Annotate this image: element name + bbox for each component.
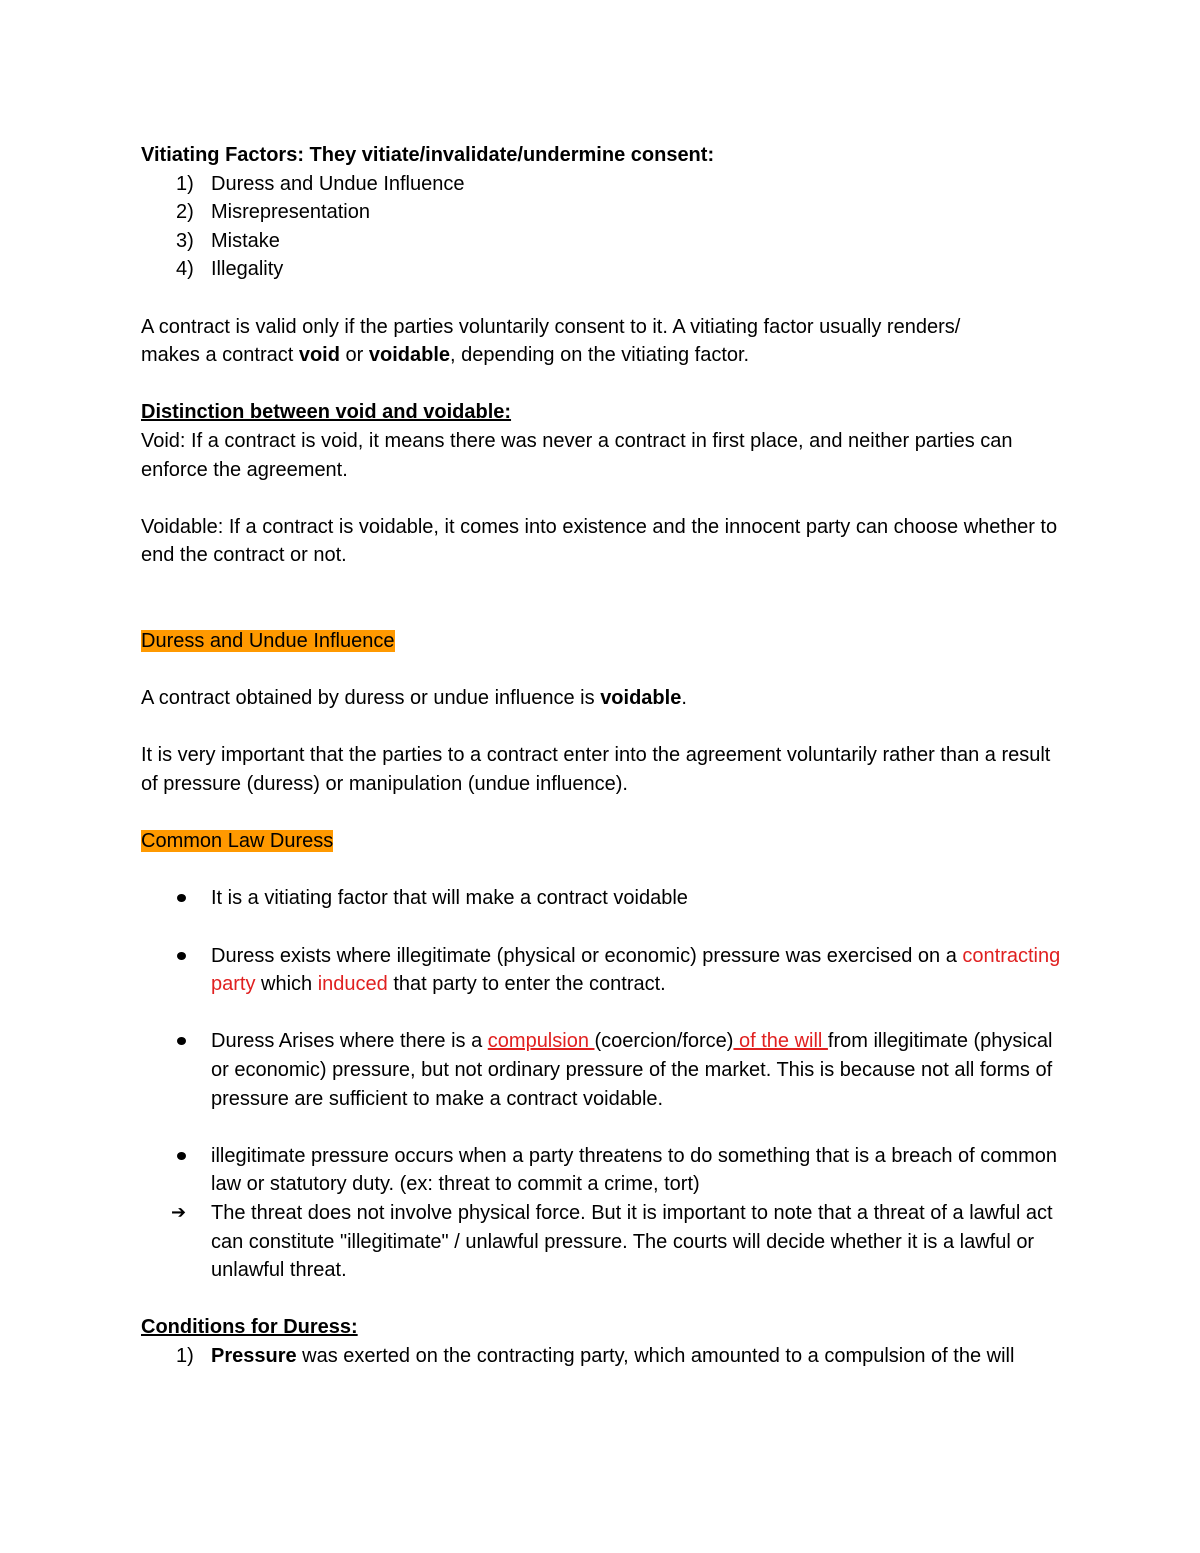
intro-line1: A contract is valid only if the parties voluntarily consent to it. A vitiating factor usually renders/ xyxy=(141,315,961,338)
p1-end: . xyxy=(681,687,687,710)
list-item xyxy=(141,1142,1061,1199)
intro-line2b: , depending on the vitiating factor. xyxy=(450,344,750,367)
p1-bold: voidable xyxy=(600,687,682,710)
bullet-text: from illegitimate (physical or economic) pressure, but not ordinary pressure of the market. This is because not all forms of pressure are sufficient to make a contract voidable. xyxy=(211,1030,1053,1110)
list-number: 1) xyxy=(176,1344,194,1367)
list-text: Misrepresentation xyxy=(211,201,370,224)
bullet-text: which xyxy=(255,973,318,996)
list-number: 4) xyxy=(176,258,194,281)
list-item xyxy=(141,1027,1061,1113)
list-item xyxy=(141,1342,1061,1371)
list-number: 3) xyxy=(176,229,194,252)
heading-rest: They vitiate/invalidate/undermine consent: xyxy=(304,144,715,166)
bullet-text: Duress exists where illegitimate (physical or economic) pressure was exercised on a xyxy=(211,944,963,967)
bullet-icon xyxy=(177,1152,186,1160)
bullet-text: The threat does not involve physical force. But it is important to note that a threat of a lawful act can constitute "illegitimate" / unlawful pressure. The courts will decide whether it is a lawful or unlawful threat. xyxy=(211,1201,1053,1282)
vitiating-factors-heading xyxy=(141,141,1061,170)
common-law-list xyxy=(141,1142,1061,1285)
list-item xyxy=(141,1199,1061,1285)
list-bold: Pressure xyxy=(211,1344,297,1367)
red-underlined-text: compulsion xyxy=(487,1030,595,1053)
list-item xyxy=(141,170,1061,199)
conditions-list xyxy=(141,1342,1061,1371)
duress-paragraph-1 xyxy=(141,684,1061,713)
void-definition: Void: If a contract is void, it means there was never a contract in first place, and neither parties can enforce the agreement. xyxy=(141,429,1013,481)
list-text: Mistake xyxy=(211,229,280,252)
bullet-text: that party to enter the contract. xyxy=(387,973,666,996)
common-law-highlight: Common Law Duress xyxy=(141,830,334,853)
bullet-icon xyxy=(177,952,186,960)
list-text: Duress and Undue Influence xyxy=(211,172,465,195)
bullet-icon xyxy=(177,1037,186,1045)
p1-text: A contract obtained by duress or undue influence is xyxy=(141,687,601,710)
bullet-text: Duress Arises where there is a xyxy=(211,1030,488,1053)
heading-bold: Vitiating Factors: xyxy=(141,144,304,166)
red-underlined-text: of the will xyxy=(733,1030,828,1053)
voidable-definition: Voidable: If a contract is voidable, it comes into existence and the innocent party can choose whether to end the contract or not. xyxy=(141,515,1058,567)
intro-paragraph xyxy=(141,313,1061,370)
red-text: contracting party xyxy=(211,944,1061,996)
bullet-text: (coercion/force) xyxy=(594,1030,734,1053)
duress-highlight: Duress and Undue Influence xyxy=(141,630,395,653)
intro-or: or xyxy=(339,344,369,367)
intro-line2a: makes a contract xyxy=(141,344,299,367)
common-law-list xyxy=(141,942,1061,999)
list-item xyxy=(141,884,1061,913)
list-text: Illegality xyxy=(211,258,284,281)
list-item xyxy=(141,198,1061,227)
list-item xyxy=(141,227,1061,256)
conditions-heading: Conditions for Duress: xyxy=(141,1316,358,1339)
duress-paragraph-2: It is very important that the parties to a contract enter into the agreement voluntarily rather than a result of pressure (duress) or manipulation (undue influence). xyxy=(141,744,1051,796)
intro-voidable: voidable xyxy=(368,344,451,367)
list-number: 2) xyxy=(176,201,194,224)
list-text: was exerted on the contracting party, which amounted to a compulsion of the will xyxy=(296,1344,1015,1367)
bullet-text: illegitimate pressure occurs when a party threatens to do something that is a breach of common law or statutory duty. (ex: threat to commit a crime, tort) xyxy=(211,1144,1057,1196)
intro-void: void xyxy=(298,344,340,367)
bullet-icon xyxy=(177,894,186,902)
list-item xyxy=(141,942,1061,999)
distinction-heading: Distinction between void and voidable: xyxy=(141,401,512,424)
arrow-icon: ➔ xyxy=(171,1201,187,1223)
common-law-list xyxy=(141,1027,1061,1113)
bullet-text: It is a vitiating factor that will make a contract voidable xyxy=(211,887,688,910)
common-law-list xyxy=(141,884,1061,913)
red-text: induced xyxy=(317,973,388,996)
list-number: 1) xyxy=(176,172,194,195)
common-law-heading xyxy=(141,827,1061,856)
list-item xyxy=(141,255,1061,284)
factors-list xyxy=(141,170,1061,284)
document-body xyxy=(141,141,1061,1371)
duress-section-heading xyxy=(141,627,1061,656)
